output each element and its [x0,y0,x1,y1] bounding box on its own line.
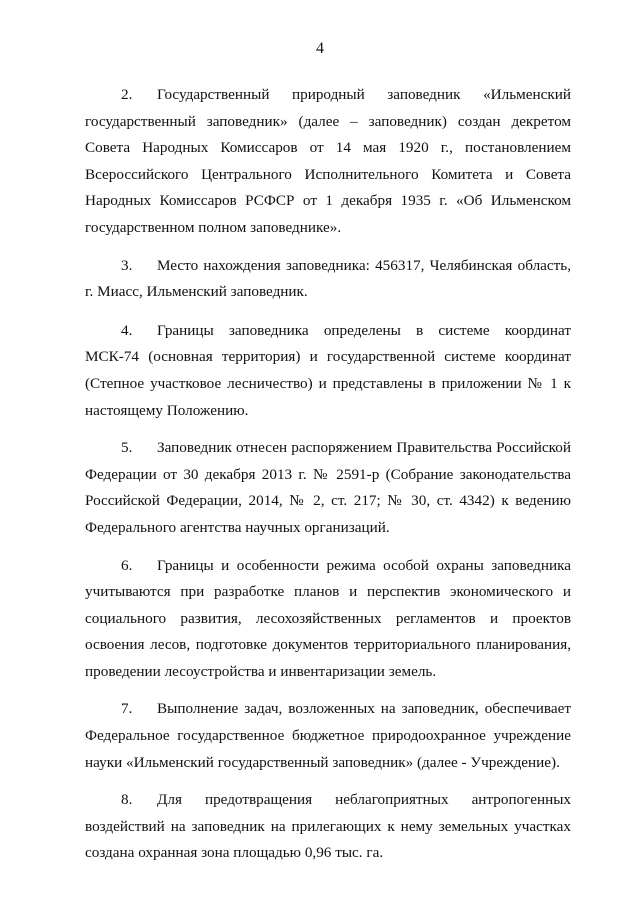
paragraph-number: 8. [121,791,133,809]
paragraph-5 [85,435,571,541]
paragraph-number: 6. [121,556,133,574]
paragraph-text: Место нахождения заповедника: 456317, Челябинская область, г. Миасс, Ильменский заповедник. [85,256,571,301]
paragraph-6 [85,553,571,686]
paragraph-number: 2. [121,86,133,103]
paragraph-7 [85,696,571,776]
paragraph-2 [85,82,571,242]
paragraph-4 [85,318,571,424]
paragraph-text: Государственный природный заповедник «Ильменский государственный заповедник» (далее – заповедник) создан декретом Совета Народных Комиссаров от 14 мая 1920 г., постановлением Всероссийского Центрального Исполнительного Комитета и Совета Народных Комиссаров РСФСР от 1 декабря 1935 г. «Об Ильменском государственном полном заповеднике». [85,86,571,236]
paragraph-number: 3. [121,256,133,274]
paragraph-text: Для предотвращения неблагоприятных антропогенных воздействий на заповедник на прилегающих к нему земельных участках создана охранная зона площадью 0,96 тыс. га. [85,791,571,862]
page-number: 4 [316,40,324,57]
paragraph-text: Границы и особенности режима особой охраны заповедника учитываются при разработке планов и перспектив экономического и социального развития, лесохозяйственных регламентов и проектов освоения лесов, подготовке документов территориального планирования, проведении лесоустройства и инвентаризации земель. [85,556,571,680]
paragraph-8 [85,787,571,867]
paragraph-number: 7. [121,700,133,718]
paragraph-number: 5. [121,439,133,457]
paragraph-text: Заповедник отнесен распоряжением Правительства Российской Федерации от 30 декабря 2013 г. № 2591-р (Собрание законодательства Российской Федерации, 2014, № 2, ст. 217; № 30, ст. 4342) к ведению Федерального агентства научных организаций. [85,439,571,536]
document-body [85,82,571,878]
paragraph-number: 4. [121,321,133,339]
paragraph-text: Выполнение задач, возложенных на заповедник, обеспечивает Федеральное государственное бюджетное природоохранное учреждение науки «Ильменский государственный заповедник» (далее - Учреждение). [85,700,571,771]
paragraph-text: Границы заповедника определены в системе координат МСК-74 (основная территория) и государственной системе координат (Степное участковое лесничество) и представлены в приложении № 1 к настоящему Положению. [85,321,571,419]
paragraph-3 [85,253,571,306]
